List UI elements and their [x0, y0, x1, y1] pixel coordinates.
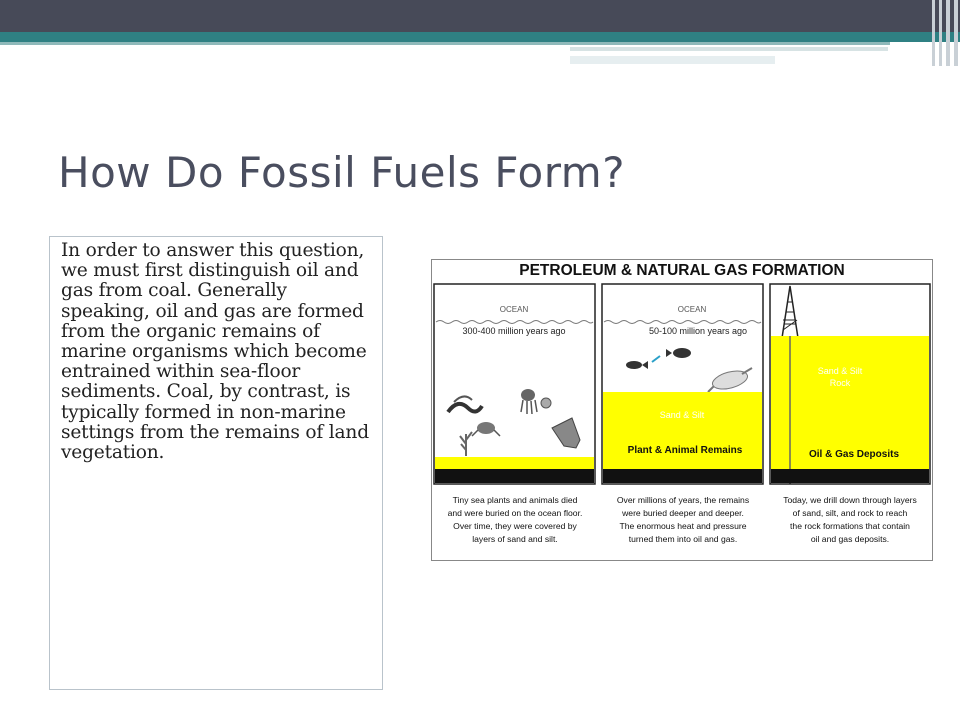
caption-1-line-1: Tiny sea plants and animals died	[452, 495, 578, 505]
corner-stripes	[930, 0, 960, 66]
caption-1-line-2: and were buried on the ocean floor.	[447, 508, 583, 518]
panel-3	[770, 284, 930, 484]
rock-label: Rock	[829, 378, 851, 388]
ocean-label-1: OCEAN	[499, 305, 529, 314]
age-label-2: 50-100 million years ago	[648, 326, 748, 336]
remains-label: Plant & Animal Remains	[627, 445, 743, 456]
ocean-label-2: OCEAN	[677, 305, 707, 314]
caption-3-line-4: oil and gas deposits.	[810, 534, 890, 544]
content-box	[49, 236, 383, 690]
accent-band	[0, 32, 960, 42]
accent-line-3	[570, 56, 775, 64]
accent-line	[0, 42, 890, 45]
caption-2-line-3: The enormous heat and pressure	[619, 521, 747, 531]
panel-2	[602, 284, 763, 484]
crab-icon	[477, 422, 495, 434]
caption-2-line-4: turned them into oil and gas.	[628, 534, 738, 544]
caption-2-line-2: were buried deeper and deeper.	[622, 508, 744, 518]
body-text: In order to answer this question, we must first distinguish oil and gas from coal. Generally speaking, oil and gas are formed from the organic remains of marine organisms which become entrained within sea-floor sediments. Coal, by contrast, is typically formed in non-marine settings from the remains of land vegetation.	[61, 240, 369, 464]
caption-1-line-4: layers of sand and silt.	[472, 534, 558, 544]
sand-silt-label-2: Sand & Silt	[659, 410, 705, 420]
caption-1-line-3: Over time, they were covered by	[453, 521, 577, 531]
accent-line-2	[570, 47, 888, 51]
deposits-label: Oil & Gas Deposits	[808, 449, 900, 460]
caption-3-line-2: of sand, silt, and rock to reach	[792, 508, 908, 518]
caption-2-line-1: Over millions of years, the remains	[616, 495, 750, 505]
formation-diagram	[431, 259, 933, 561]
header-bar	[0, 0, 960, 32]
shell-icon	[541, 398, 551, 408]
age-label-1: 300-400 million years ago	[462, 326, 566, 336]
panel-1	[434, 284, 595, 484]
diagram-title: PETROLEUM & NATURAL GAS FORMATION	[519, 262, 845, 279]
sand-silt-label-3: Sand & Silt	[817, 366, 863, 376]
caption-3-line-1: Today, we drill down through layers	[783, 495, 917, 505]
slide-title: How Do Fossil Fuels Form?	[58, 148, 625, 197]
caption-3-line-3: the rock formations that contain	[790, 521, 910, 531]
